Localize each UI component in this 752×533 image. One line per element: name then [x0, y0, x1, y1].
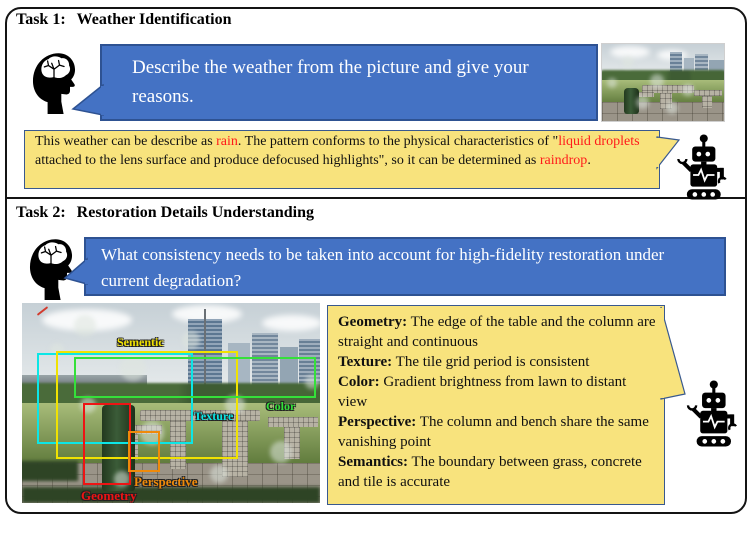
texture-label: Texture	[194, 409, 234, 423]
task2-question-bubble	[84, 237, 726, 296]
perspective-label: Perspective	[134, 474, 198, 489]
robot-icon	[685, 380, 739, 447]
task1-question-bubble	[100, 44, 598, 121]
geometry-bbox	[83, 403, 131, 485]
task2-question-bubble-tail	[62, 257, 88, 287]
answer-item-perspective: Perspective: The column and bench share the same vanishing point	[338, 413, 649, 450]
geometry-label: Geometry	[81, 488, 137, 503]
answer-item-geometry: Geometry: The edge of the table and the column are straight and continuous	[338, 314, 656, 350]
section-divider	[5, 197, 745, 199]
task1-answer-text: This weather can be describe as rain. The pattern conforms to the physical characteristics of "liquid droplets attached to the lens surface and produce defocused highlights", so it can be determined as raindrop.	[35, 134, 640, 168]
sementic-label: Sementic	[117, 335, 164, 349]
answer-item-color: Color: Gradient brightness from lawn to distant view	[338, 373, 627, 410]
perspective-bbox	[128, 431, 160, 472]
answer-item-texture: Texture: The tile grid period is consistent	[338, 353, 590, 370]
task2-title: Task 2: Restoration Details Understanding	[16, 204, 314, 221]
task2-answer-box	[327, 305, 665, 505]
task2-photo	[22, 303, 320, 503]
task1-answer-box	[24, 130, 660, 189]
color-label: Color	[266, 399, 296, 413]
task1-question-bubble-tail	[70, 84, 104, 118]
task1-title: Task 1: Weather Identification	[16, 11, 232, 28]
robot-icon	[676, 134, 728, 200]
task2-question-text: What consistency needs to be taken into account for high-fidelity restoration under current degradation?	[101, 245, 665, 291]
task1-photo	[601, 43, 725, 122]
answer-item-semantics: Semantics: The boundary between grass, concrete and tile is accurate	[338, 453, 642, 490]
task1-question-text: Describe the weather from the picture and give your reasons.	[132, 57, 529, 107]
color-bbox	[74, 357, 316, 398]
